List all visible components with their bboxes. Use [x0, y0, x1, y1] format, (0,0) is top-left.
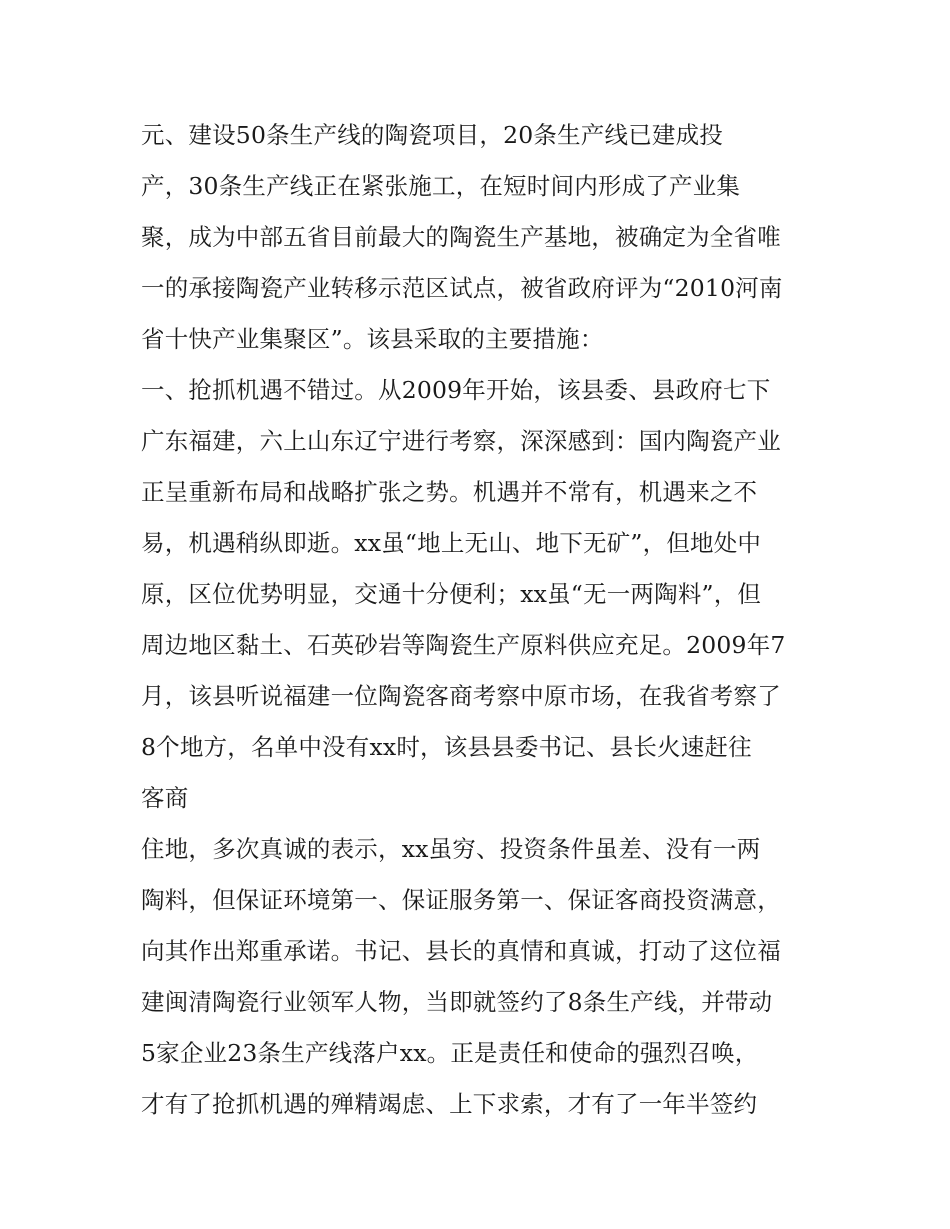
- text-line: 8个地方，名单中没有xx时，该县县委书记、县长火速赶往: [141, 733, 752, 761]
- text-line: 客商: [141, 784, 189, 812]
- text-line: 元、建设50条生产线的陶瓷项目，20条生产线已建成投: [141, 121, 724, 149]
- text-line: 周边地区黏土、石英砂岩等陶瓷生产原料供应充足。2009年7: [141, 631, 786, 659]
- text-line: 易，机遇稍纵即逝。xx虽“地上无山、地下无矿”，但地处中: [141, 529, 762, 557]
- text-line: 才有了抢抓机遇的殚精竭虑、上下求索，才有了一年半签约: [141, 1090, 758, 1118]
- text-line: 住地，多次真诚的表示，xx虽穷、投资条件虽差、没有一两: [141, 835, 761, 863]
- text-line: 一、抢抓机遇不错过。从2009年开始，该县委、县政府七下: [141, 376, 771, 404]
- text-line: 广东福建，六上山东辽宁进行考察，深深感到：国内陶瓷产业: [141, 427, 781, 455]
- text-line: 陶料，但保证环境第一、保证服务第一、保证客商投资满意，: [141, 886, 781, 914]
- text-line: 产，30条生产线正在紧张施工，在短时间内形成了产业集: [141, 172, 741, 200]
- text-line: 月，该县听说福建一位陶瓷客商考察中原市场，在我省考察了: [141, 682, 781, 710]
- text-line: 向其作出郑重承诺。书记、县长的真情和真诚，打动了这位福: [141, 937, 781, 965]
- text-line: 5家企业23条生产线落户xx。正是责任和使命的强烈召唤，: [141, 1039, 759, 1067]
- text-line: 建闽清陶瓷行业领军人物，当即就签约了8条生产线，并带动: [141, 988, 773, 1016]
- body-text: [141, 110, 821, 1130]
- text-line: 正呈重新布局和战略扩张之势。机遇并不常有，机遇来之不: [141, 478, 758, 506]
- text-line: 一的承接陶瓷产业转移示范区试点，被省政府评为“2010河南: [141, 274, 783, 302]
- text-line: 省十快产业集聚区”。该县采取的主要措施：: [141, 325, 604, 353]
- text-line: 聚，成为中部五省目前最大的陶瓷生产基地，被确定为全省唯: [141, 223, 781, 251]
- text-line: 原，区位优势明显，交通十分便利；xx虽“无一两陶料”，但: [141, 580, 762, 608]
